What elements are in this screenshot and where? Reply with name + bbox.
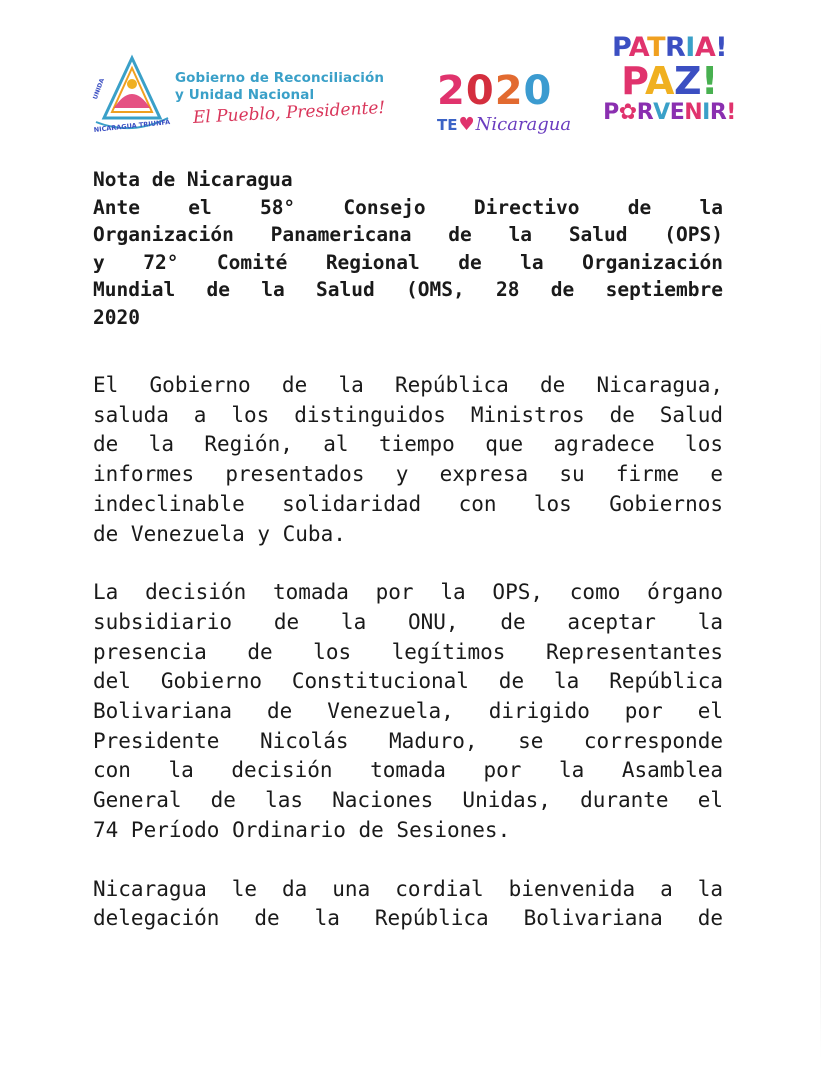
government-name-line-1: Gobierno de Reconciliación: [175, 70, 385, 86]
emblem-text-top: UNIDA: [92, 77, 106, 101]
government-name: [175, 70, 420, 128]
scan-edge-shadow: [820, 320, 821, 1060]
heading-line: Ante el 58° Consejo Directivo de la: [93, 195, 723, 219]
paragraph-line: presencia de los legítimos Representantes: [93, 639, 723, 664]
paragraph-line: El Gobierno de la República de Nicaragua,: [93, 373, 723, 397]
heading-line: Nota de Nicaragua: [93, 168, 293, 191]
paragraph-line: delegación de la República Bolivariana de: [93, 906, 723, 931]
year-tag-country: Nicaragua: [475, 114, 572, 135]
patria-paz-porvenir-logo: [597, 34, 742, 124]
paragraph-line: Presidente Nicolás Maduro, se corresponde: [93, 728, 723, 753]
heart-icon: ♥: [458, 114, 475, 135]
paragraph-line: subsidiario de la ONU, de aceptar la: [93, 609, 723, 634]
year-tag-prefix: TE: [437, 115, 458, 134]
document-body: [93, 166, 723, 934]
paragraph-line: con la decisión tomada por la Asamblea: [93, 758, 723, 783]
paragraph-greeting: [93, 371, 723, 549]
heading-line: Mundial de la Salud (OMS, 28 de septiembre: [93, 278, 723, 301]
paragraph-line: La decisión tomada por la OPS, como órgano: [93, 580, 723, 605]
government-slogan: El Pueblo, Presidente!: [192, 97, 386, 128]
paragraph-line: informes presentados y expresa su firme e: [93, 462, 723, 487]
government-name-line-2: y Unidad Nacional: [175, 87, 315, 103]
document-heading: [93, 166, 723, 331]
year-tagline: [437, 114, 587, 135]
paragraph-line: General de las Naciones Unidas, durante el: [93, 788, 723, 813]
year-2020-logo: [437, 70, 587, 140]
letterhead: [0, 0, 825, 150]
paragraph-line: saluda a los distinguidos Ministros de Salud: [93, 402, 723, 427]
heading-line: y 72° Comité Regional de la Organización: [93, 250, 723, 274]
slogan-porvenir: P✿RVENIR!: [603, 100, 736, 125]
year-number: 2020: [437, 68, 553, 114]
heading-line: 2020: [93, 305, 140, 329]
slogan-paz: PAZ!: [621, 59, 718, 103]
paragraph-line: 74 Período Ordinario de Sesiones.: [93, 817, 511, 842]
paragraph-line: de la Región, al tiempo que agradece los: [93, 432, 723, 457]
paragraph-welcome: [93, 875, 723, 934]
paragraph-line: Bolivariana de Venezuela, dirigido por el: [93, 699, 723, 724]
paragraph-line: Nicaragua le da una cordial bienvenida a la: [93, 876, 723, 901]
paragraph-line: indeclinable solidaridad con los Gobiernos: [93, 491, 723, 516]
paragraph-ops-decision: [93, 578, 723, 845]
paragraph-line: del Gobierno Constitucional de la República: [93, 669, 723, 694]
paragraph-line: de Venezuela y Cuba.: [93, 521, 346, 546]
slogan-patria: PATRIA!: [611, 32, 728, 63]
heading-line: Organización Panamericana de la Salud (OPS): [93, 223, 723, 246]
nicaragua-emblem-logo: [92, 52, 172, 134]
emblem-text-bottom: NICARAGUA TRIUNFA: [93, 118, 171, 134]
